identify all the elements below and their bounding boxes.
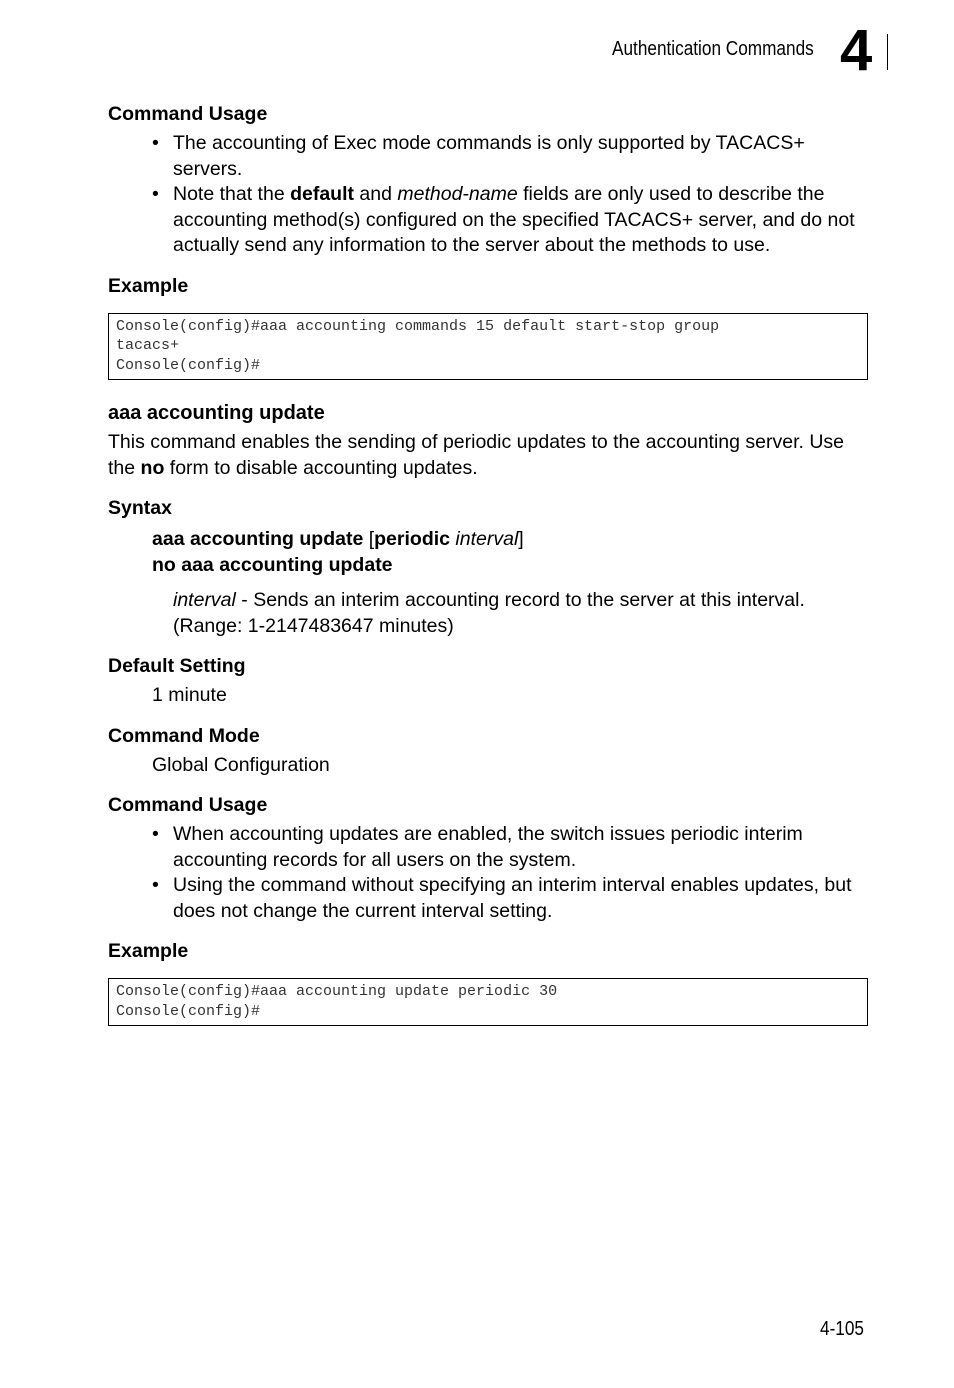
- list-item: • Note that the default and method-name fields are only used to describe the accounting method(s) configured on the specified TACACS+ server, and do not actually send any information to the server about the methods to use.: [152, 183, 855, 256]
- chapter-number: 4: [840, 18, 873, 83]
- syntax-block: [108, 527, 868, 578]
- command-usage-heading: Command Usage: [108, 103, 268, 125]
- example-heading: Example: [108, 940, 189, 962]
- bullet: •: [152, 132, 159, 154]
- command-usage-heading: Command Usage: [108, 794, 268, 816]
- command-usage-list: [108, 822, 868, 924]
- command-description: This command enables the sending of periodic updates to the accounting server. Use the no form to disable accounting updates.: [108, 431, 845, 479]
- bullet: •: [152, 183, 159, 205]
- chapter-divider: [887, 34, 888, 70]
- list-item: • The accounting of Exec mode commands is only supported by TACACS+ servers.: [152, 132, 805, 180]
- bullet: •: [152, 874, 159, 896]
- code-line: Console(config)#: [116, 356, 261, 374]
- running-header: Authentication Commands: [612, 38, 814, 60]
- page-number: 4-105: [820, 1318, 864, 1340]
- command-mode-heading: Command Mode: [108, 724, 260, 747]
- code-line: tacacs+: [116, 337, 180, 354]
- command-usage-list: [108, 131, 868, 259]
- default-setting-heading: Default Setting: [108, 655, 246, 677]
- param-method-name: method-name: [397, 183, 518, 205]
- syntax-heading: Syntax: [108, 497, 172, 519]
- list-item: • Using the command without specifying an interim interval enables updates, but does not change the current interval setting.: [152, 874, 852, 922]
- parameter-description: interval - Sends an interim accounting record to the server at this interval. (Range: 1-2147483647 minutes): [173, 589, 805, 637]
- code-line: Console(config)#aaa accounting commands 15 default start-stop group: [116, 317, 720, 335]
- example-heading: Example: [108, 274, 189, 297]
- list-item: • When accounting updates are enabled, the switch issues periodic interim accounting records for all users on the system.: [152, 823, 803, 871]
- default-setting-value: 1 minute: [152, 684, 227, 706]
- keyword-no: no: [140, 456, 165, 479]
- code-example: [108, 978, 868, 1026]
- page-content: [108, 101, 868, 1026]
- command-mode-value: Global Configuration: [152, 753, 330, 776]
- bullet: •: [152, 823, 159, 845]
- syntax-line: no aaa accounting update: [152, 553, 393, 576]
- code-line: Console(config)#: [116, 1002, 261, 1020]
- keyword-default: default: [290, 183, 354, 205]
- command-title: aaa accounting update: [108, 402, 325, 424]
- code-example: [108, 313, 868, 381]
- code-line: Console(config)#aaa accounting update periodic 30: [116, 983, 558, 1000]
- syntax-line: aaa accounting update [periodic interval]: [152, 528, 524, 550]
